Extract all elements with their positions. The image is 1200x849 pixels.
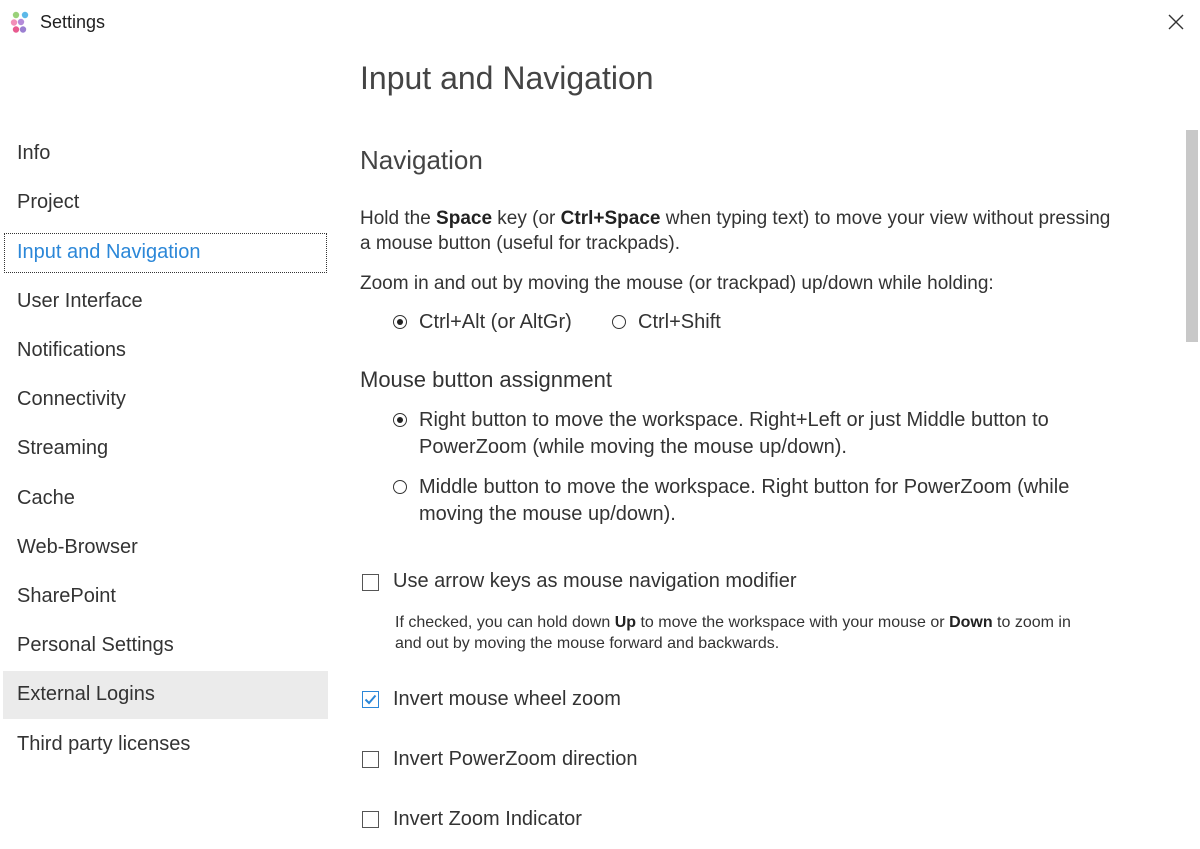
sidebar-item-label: Input and Navigation — [17, 241, 201, 263]
mouse-right-button-label[interactable]: Right button to move the workspace. Right+Left or just Middle button to PowerZoom (while moving the mouse up/down). — [419, 409, 1049, 458]
sidebar-item-streaming[interactable] — [3, 425, 328, 473]
sidebar-item-label: Personal Settings — [17, 634, 174, 656]
zoom-ctrl-shift-label[interactable]: Ctrl+Shift — [638, 311, 721, 333]
invert-wheel-label[interactable]: Invert mouse wheel zoom — [393, 688, 621, 710]
zoom-ctrl-alt-label[interactable]: Ctrl+Alt (or AltGr) — [419, 311, 572, 333]
arrow-keys-checkbox[interactable] — [362, 574, 379, 591]
mouse-assignment-title: Mouse button assignment — [360, 367, 612, 392]
sidebar-item-external-logins[interactable] — [3, 671, 328, 719]
sidebar-item-notifications[interactable] — [3, 327, 328, 375]
close-button[interactable] — [1160, 6, 1192, 38]
sidebar-item-user-interface[interactable] — [3, 278, 328, 326]
zoom-ctrl-alt-radio[interactable] — [393, 315, 407, 329]
checkmark-icon — [364, 693, 377, 706]
mouse-middle-button-label[interactable]: Middle button to move the workspace. Right button for PowerZoom (while moving the mouse up/down). — [419, 476, 1070, 525]
sidebar-item-web-browser[interactable] — [3, 524, 328, 572]
navigation-section-title: Navigation — [360, 145, 483, 175]
sidebar-item-sharepoint[interactable] — [3, 573, 328, 621]
app-logo-icon — [10, 10, 34, 34]
sidebar-item-label: SharePoint — [17, 585, 116, 607]
sidebar-item-cache[interactable] — [3, 475, 328, 523]
arrow-keys-help: If checked, you can hold down Up to move the workspace with your mouse or Down to zoom in and out by moving the mouse forward and backwards. — [395, 614, 1071, 652]
invert-indicator-label[interactable]: Invert Zoom Indicator — [393, 808, 582, 830]
sidebar-item-label: Connectivity — [17, 388, 126, 410]
invert-powerzoom-checkbox[interactable] — [362, 751, 379, 768]
space-key-description: Hold the Space key (or Ctrl+Space when typing text) to move your view without pressing a mouse button (useful for trackpads). — [360, 208, 1111, 254]
page-title: Input and Navigation — [360, 60, 654, 96]
window-title: Settings — [40, 12, 106, 32]
close-icon — [1168, 14, 1184, 30]
sidebar-item-third-party-licenses[interactable] — [3, 721, 328, 769]
sidebar-item-label: Project — [17, 191, 80, 213]
sidebar-item-info[interactable] — [3, 130, 328, 178]
mouse-right-button-radio[interactable] — [393, 413, 407, 427]
arrow-keys-label[interactable]: Use arrow keys as mouse navigation modifier — [393, 570, 797, 592]
sidebar-item-label: External Logins — [17, 683, 155, 705]
scrollbar-thumb[interactable] — [1186, 130, 1198, 342]
sidebar-item-label: User Interface — [17, 290, 143, 312]
sidebar-item-label: Streaming — [17, 437, 109, 459]
title-bar — [0, 0, 1200, 44]
sidebar-item-label: Cache — [17, 487, 75, 509]
zoom-ctrl-shift-radio[interactable] — [612, 315, 626, 329]
invert-indicator-checkbox[interactable] — [362, 811, 379, 828]
sidebar-item-label: Web-Browser — [17, 536, 138, 558]
zoom-description: Zoom in and out by moving the mouse (or trackpad) up/down while holding: — [360, 273, 994, 294]
sidebar-item-label: Info — [17, 142, 51, 164]
sidebar-item-personal-settings[interactable] — [3, 622, 328, 670]
sidebar-item-label: Notifications — [17, 339, 126, 361]
mouse-middle-button-radio[interactable] — [393, 480, 407, 494]
sidebar-item-label: Third party licenses — [17, 733, 191, 755]
sidebar-item-project[interactable] — [3, 179, 328, 227]
invert-wheel-checkbox[interactable] — [362, 691, 379, 708]
invert-powerzoom-label[interactable]: Invert PowerZoom direction — [393, 748, 638, 770]
sidebar-item-connectivity[interactable] — [3, 376, 328, 424]
sidebar-item-input-navigation[interactable] — [3, 232, 328, 274]
